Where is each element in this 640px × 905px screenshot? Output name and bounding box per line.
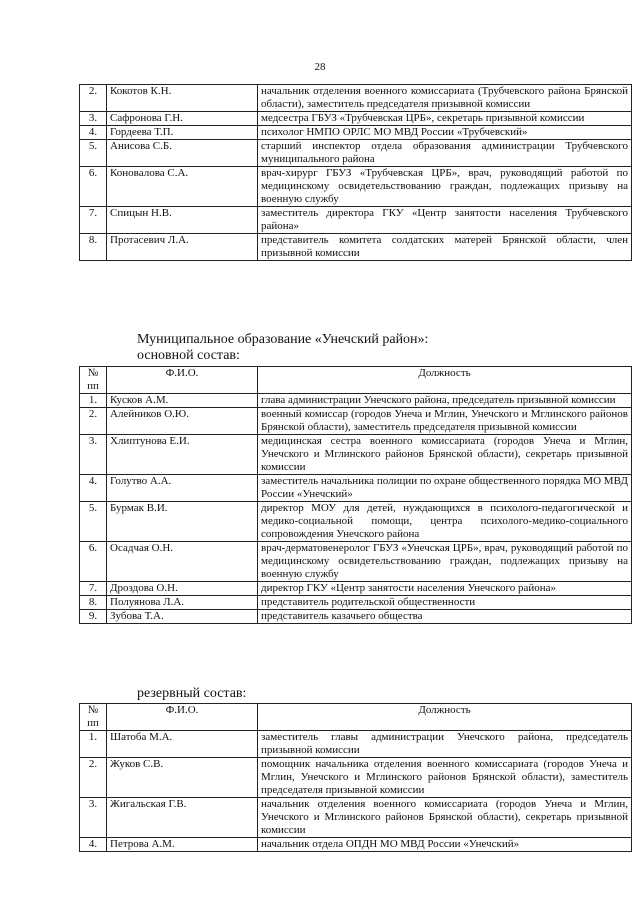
position: представитель родительской общественности bbox=[258, 596, 632, 610]
full-name: Хлиптунова Е.И. bbox=[107, 435, 258, 475]
full-name: Сафронова Г.Н. bbox=[107, 112, 258, 126]
column-header-name: Ф.И.О. bbox=[107, 704, 258, 731]
position: заместитель главы администрации Унечского района, председатель призывной комиссии bbox=[258, 731, 632, 758]
position: представитель казачьего общества bbox=[258, 610, 632, 624]
row-number: 4. bbox=[80, 838, 107, 852]
full-name: Коновалова С.А. bbox=[107, 167, 258, 207]
trubchevsk-commission-table bbox=[79, 84, 632, 261]
table-body bbox=[80, 394, 632, 624]
row-number: 1. bbox=[80, 394, 107, 408]
full-name: Полуянова Л.А. bbox=[107, 596, 258, 610]
full-name: Зубова Т.А. bbox=[107, 610, 258, 624]
position: старший инспектор отдела образования администрации Трубчевского муниципального района bbox=[258, 140, 632, 167]
position: медсестра ГБУЗ «Трубчевская ЦРБ», секретарь призывной комиссии bbox=[258, 112, 632, 126]
column-header-position: Должность bbox=[258, 704, 632, 731]
full-name: Кокотов К.Н. bbox=[107, 85, 258, 112]
position: заместитель директора ГКУ «Центр занятости населения Трубчевского района» bbox=[258, 207, 632, 234]
row-number: 3. bbox=[80, 112, 107, 126]
position: начальник отделения военного комиссариата (Трубчевского района Брянской области), заместитель председателя призывной комиссии bbox=[258, 85, 632, 112]
full-name: Жигальская Г.В. bbox=[107, 798, 258, 838]
column-header-num: № пп bbox=[80, 704, 107, 731]
row-number: 1. bbox=[80, 731, 107, 758]
main-composition-label: основной состав: bbox=[137, 348, 240, 363]
position: заместитель начальника полиции по охране общественного порядка МО МВД России «Унечский» bbox=[258, 475, 632, 502]
table-row bbox=[80, 582, 632, 596]
table-row bbox=[80, 502, 632, 542]
row-number: 6. bbox=[80, 542, 107, 582]
position: врач-дерматовенеролог ГБУЗ «Унечская ЦРБ», врач, руководящий работой по медицинскому освидетельствованию граждан, подлежащих призыву на военную службу bbox=[258, 542, 632, 582]
row-number: 7. bbox=[80, 207, 107, 234]
table-row bbox=[80, 798, 632, 838]
row-number: 8. bbox=[80, 234, 107, 261]
full-name: Бурмак В.И. bbox=[107, 502, 258, 542]
table-row bbox=[80, 126, 632, 140]
table-row bbox=[80, 838, 632, 852]
row-number: 5. bbox=[80, 140, 107, 167]
full-name: Петрова А.М. bbox=[107, 838, 258, 852]
column-header-num: № пп bbox=[80, 367, 107, 394]
table-body bbox=[80, 731, 632, 852]
table-row bbox=[80, 167, 632, 207]
position: директор ГКУ «Центр занятости населения Унечского района» bbox=[258, 582, 632, 596]
table-row bbox=[80, 758, 632, 798]
row-number: 9. bbox=[80, 610, 107, 624]
table-row bbox=[80, 610, 632, 624]
table-row bbox=[80, 112, 632, 126]
position: начальник отделения военного комиссариата (городов Унеча и Мглин, Унечского и Мглинского районов Брянской области), секретарь призывной комиссии bbox=[258, 798, 632, 838]
position: глава администрации Унечского района, председатель призывной комиссии bbox=[258, 394, 632, 408]
row-number: 8. bbox=[80, 596, 107, 610]
full-name: Жуков С.В. bbox=[107, 758, 258, 798]
row-number: 2. bbox=[80, 85, 107, 112]
position: начальник отдела ОПДН МО МВД России «Унечский» bbox=[258, 838, 632, 852]
table-row bbox=[80, 394, 632, 408]
row-number: 4. bbox=[80, 126, 107, 140]
row-number: 4. bbox=[80, 475, 107, 502]
table-row bbox=[80, 475, 632, 502]
unecha-reserve-table bbox=[79, 703, 632, 852]
full-name: Шатоба М.А. bbox=[107, 731, 258, 758]
full-name: Кусков А.М. bbox=[107, 394, 258, 408]
table-row bbox=[80, 140, 632, 167]
position: врач-хирург ГБУЗ «Трубчевская ЦРБ», врач, руководящий работой по медицинскому освидетельствованию граждан, подлежащих призыву на военную службу bbox=[258, 167, 632, 207]
table-row bbox=[80, 408, 632, 435]
position: военный комиссар (городов Унеча и Мглин, Унечского и Мглинского районов Брянской области), заместитель председателя призывной комиссии bbox=[258, 408, 632, 435]
row-number: 3. bbox=[80, 798, 107, 838]
position: психолог НМПО ОРЛС МО МВД России «Трубчевский» bbox=[258, 126, 632, 140]
table-row bbox=[80, 234, 632, 261]
row-number: 6. bbox=[80, 167, 107, 207]
column-header-position: Должность bbox=[258, 367, 632, 394]
full-name: Алейников О.Ю. bbox=[107, 408, 258, 435]
position: директор МОУ для детей, нуждающихся в психолого-педагогической и медико-социальной помощи, центра психолого-медико-социального сопровождения Унечского района bbox=[258, 502, 632, 542]
full-name: Голутво А.А. bbox=[107, 475, 258, 502]
full-name: Гордеева Т.П. bbox=[107, 126, 258, 140]
section-title: Муниципальное образование «Унечский район»: bbox=[137, 332, 429, 347]
row-number: 2. bbox=[80, 408, 107, 435]
table-header-row bbox=[80, 367, 632, 394]
row-number: 2. bbox=[80, 758, 107, 798]
full-name: Протасевич Л.А. bbox=[107, 234, 258, 261]
full-name: Анисова С.Б. bbox=[107, 140, 258, 167]
row-number: 5. bbox=[80, 502, 107, 542]
unecha-main-table bbox=[79, 366, 632, 624]
row-number: 3. bbox=[80, 435, 107, 475]
table-row bbox=[80, 542, 632, 582]
position: представитель комитета солдатских матерей Брянской области, член призывной комиссии bbox=[258, 234, 632, 261]
table-row bbox=[80, 731, 632, 758]
position: помощник начальника отделения военного комиссариата (городов Унеча и Мглин, Унечского и Мглинского районов Брянской области), заместитель председателя призывной комиссии bbox=[258, 758, 632, 798]
full-name: Спицын Н.В. bbox=[107, 207, 258, 234]
row-number: 7. bbox=[80, 582, 107, 596]
table-header-row bbox=[80, 704, 632, 731]
table-body bbox=[80, 85, 632, 261]
table-row bbox=[80, 435, 632, 475]
table-row bbox=[80, 596, 632, 610]
full-name: Дроздова О.Н. bbox=[107, 582, 258, 596]
reserve-composition-label: резервный состав: bbox=[137, 686, 247, 701]
full-name: Осадчая О.Н. bbox=[107, 542, 258, 582]
column-header-name: Ф.И.О. bbox=[107, 367, 258, 394]
table-row bbox=[80, 207, 632, 234]
position: медицинская сестра военного комиссариата (городов Унеча и Мглин, Унечского и Мглинского районов Брянской области), секретарь призывной комиссии bbox=[258, 435, 632, 475]
table-row bbox=[80, 85, 632, 112]
page-number: 28 bbox=[314, 61, 326, 73]
